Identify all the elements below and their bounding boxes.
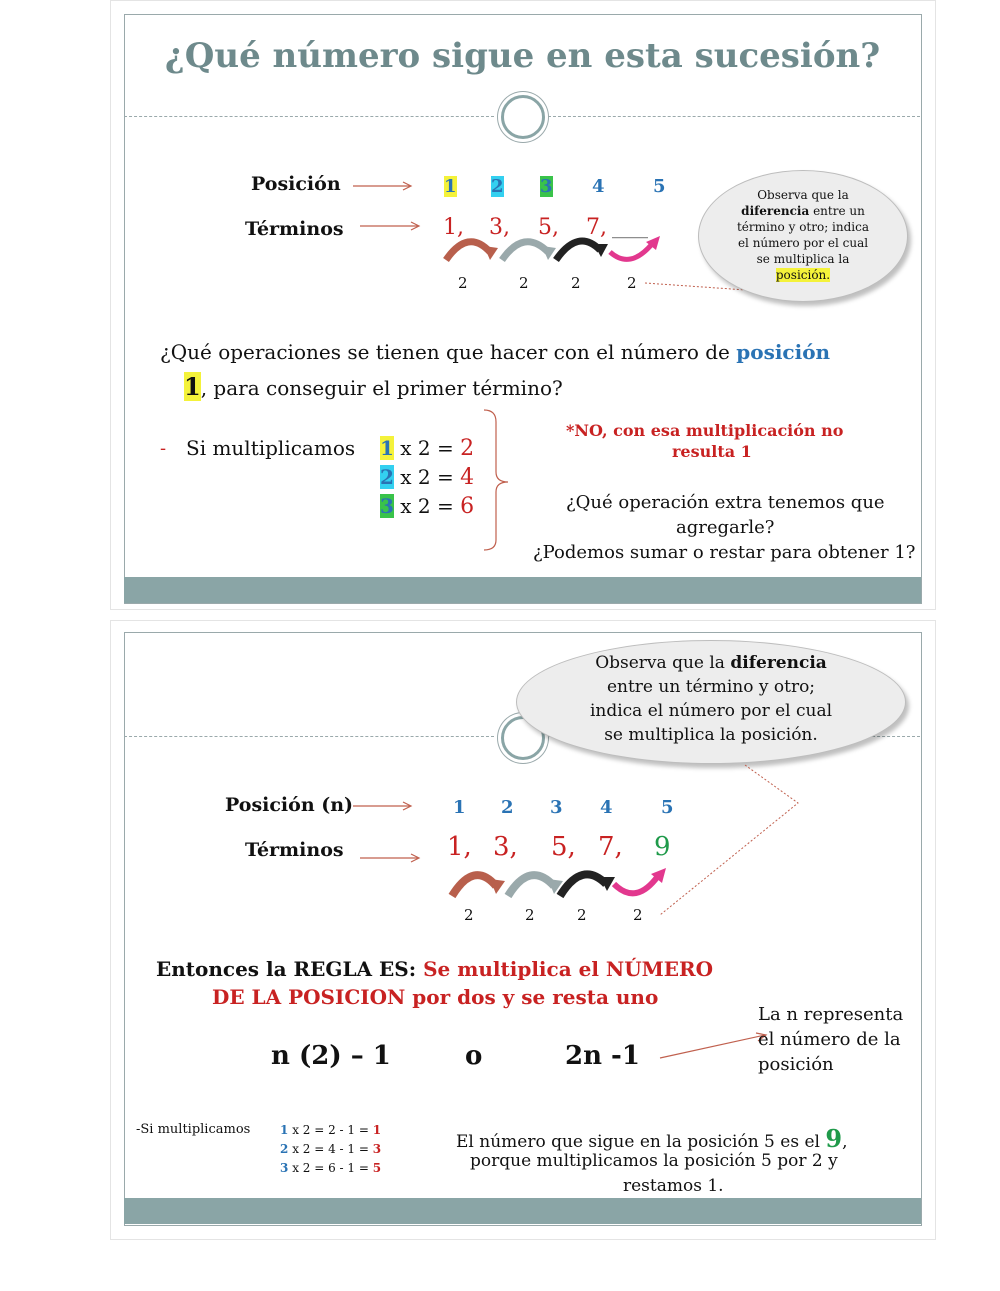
slide2-final-line2: porque multiplicamos la posición 5 por 2 y — [470, 1151, 838, 1171]
slide1-diff-2: 2 — [519, 274, 529, 292]
slide1-position-2: 2 — [491, 176, 504, 197]
slide1-bubble-line1: Observa que la — [757, 188, 849, 202]
slide2-arc-1 — [452, 875, 496, 896]
slide2-position-5: 5 — [661, 797, 674, 818]
slide1-bullet-text: Si multiplicamos — [186, 436, 356, 460]
slide1-terms-label: Términos — [245, 218, 344, 240]
slide1-term-blank: ____ — [612, 218, 648, 239]
slide2-position-label: Posición (n) — [225, 794, 354, 816]
slide1-no-line2: resulta 1 — [672, 442, 752, 461]
slide1-extra-line2: agregarle? — [676, 517, 775, 538]
slide1-term-2: 3, — [489, 215, 510, 240]
slide2-formula-pointer — [660, 1035, 765, 1058]
slide2-term-3: 5, — [551, 832, 576, 862]
slide2-n-note-line3: posición — [758, 1054, 834, 1075]
slide1-diff-1: 2 — [458, 274, 468, 292]
slide2-rule-line2: DE LA POSICION por dos y se resta uno — [212, 985, 659, 1009]
slide2-terms-label: Términos — [245, 839, 344, 861]
slide2-term-5: 9 — [654, 832, 671, 862]
slide2-bubble-line2: entre un término y otro; — [606, 677, 816, 697]
slide2-rule-red1: Se multiplica el NÚMERO — [423, 957, 714, 981]
slide2-rule-line1: Entonces la REGLA ES: Se multiplica el NÚMERO — [156, 957, 714, 981]
slide1-bullet-dash: - — [160, 438, 167, 459]
slide1-term-3: 5, — [538, 215, 559, 240]
slide1-bubble-line4: el número por el cual — [737, 236, 869, 250]
slide1-mult-row-3: 3 x 2 = 6 — [380, 494, 475, 519]
slide2-arc-2 — [508, 875, 554, 896]
slide2-bubble-line3: indica el número por el cual — [589, 701, 833, 721]
slide2-footer-band — [124, 1198, 921, 1224]
slide2-term-4: 7, — [598, 832, 623, 862]
slide2-arc-3 — [560, 874, 606, 896]
slide1-term-1: 1, — [443, 215, 464, 240]
slide1-no-line1: *NO, con esa multiplicación no — [566, 421, 844, 440]
slide1-bubble-line6: posición. — [775, 268, 831, 282]
slide2-position-4: 4 — [600, 797, 613, 818]
slide1-position-4: 4 — [592, 176, 605, 197]
slide1-position-label: Posición — [251, 173, 341, 195]
slide2-arc-4 — [614, 876, 658, 893]
slide2-difference-arrows — [446, 862, 686, 922]
slide1-position-5: 5 — [653, 176, 666, 197]
slide1-title: ¿Qué número sigue en esta sucesión? — [164, 36, 881, 76]
slide2-position-1: 1 — [453, 797, 466, 818]
slide2-position-3: 3 — [550, 797, 563, 818]
slide2-bubble-line4: se multiplica la posición. — [604, 725, 818, 745]
slide1-question-num: 1 — [184, 372, 201, 401]
slide1-position-3: 3 — [540, 176, 553, 197]
slide2-n-note-line2: el número de la — [758, 1029, 901, 1050]
slide2-final-line1: El número que sigue en la posición 5 es el 9, — [456, 1124, 848, 1153]
slide1-diff-3: 2 — [571, 274, 581, 292]
slide1-term-4: 7, — [586, 215, 607, 240]
slide2-n-note-line1: La n representa — [758, 1004, 904, 1025]
slide2-final-nine: 9 — [825, 1124, 843, 1153]
slide2-diff-4: 2 — [633, 906, 643, 924]
slide1-bubble-line3: término y otro; indica — [736, 220, 870, 234]
slide2-small-row-3: 3 x 2 = 6 - 1 = 5 — [280, 1161, 382, 1175]
slide1-mult-row-1: 1 x 2 = 2 — [380, 436, 475, 461]
slide2-term-2: 3, — [493, 832, 518, 862]
slide1-bubble-line2: diferencia entre un — [741, 204, 865, 218]
slide2-final-line3: restamos 1. — [623, 1176, 724, 1196]
slide1-extra-line1: ¿Qué operación extra tenemos que — [566, 492, 885, 513]
slide1-bubble-line5: se multiplica la — [756, 252, 850, 266]
slide2-term-1: 1, — [447, 832, 472, 862]
slide2-small-row-1: 1 x 2 = 2 - 1 = 1 — [280, 1123, 382, 1137]
slide2-diff-2: 2 — [525, 906, 535, 924]
slide2-formula-or: o — [465, 1041, 483, 1071]
slide1-question-highlight: posición — [736, 340, 831, 364]
slide1-question-line2: 1, para conseguir el primer término? — [184, 372, 563, 401]
slide2-diff-3: 2 — [577, 906, 587, 924]
slide1-question-line1: ¿Qué operaciones se tienen que hacer con el número de posición — [160, 340, 831, 364]
slide1-diff-4: 2 — [627, 274, 637, 292]
slide1-extra-line3: ¿Podemos sumar o restar para obtener 1? — [533, 542, 916, 563]
slide2-diff-1: 2 — [464, 906, 474, 924]
slide1-mult-row-2: 2 x 2 = 4 — [380, 465, 475, 490]
slide2-bubble-line1: Observa que la diferencia — [595, 653, 827, 673]
slide2-small-label: -Si multiplicamos — [136, 1122, 251, 1137]
slide2-position-2: 2 — [501, 797, 514, 818]
slide2-formula-1: n (2) – 1 — [271, 1041, 391, 1071]
slide2-small-row-2: 2 x 2 = 4 - 1 = 3 — [280, 1142, 382, 1156]
slide2-formula-2: 2n -1 — [565, 1041, 640, 1071]
slide1-position-1: 1 — [444, 176, 457, 197]
